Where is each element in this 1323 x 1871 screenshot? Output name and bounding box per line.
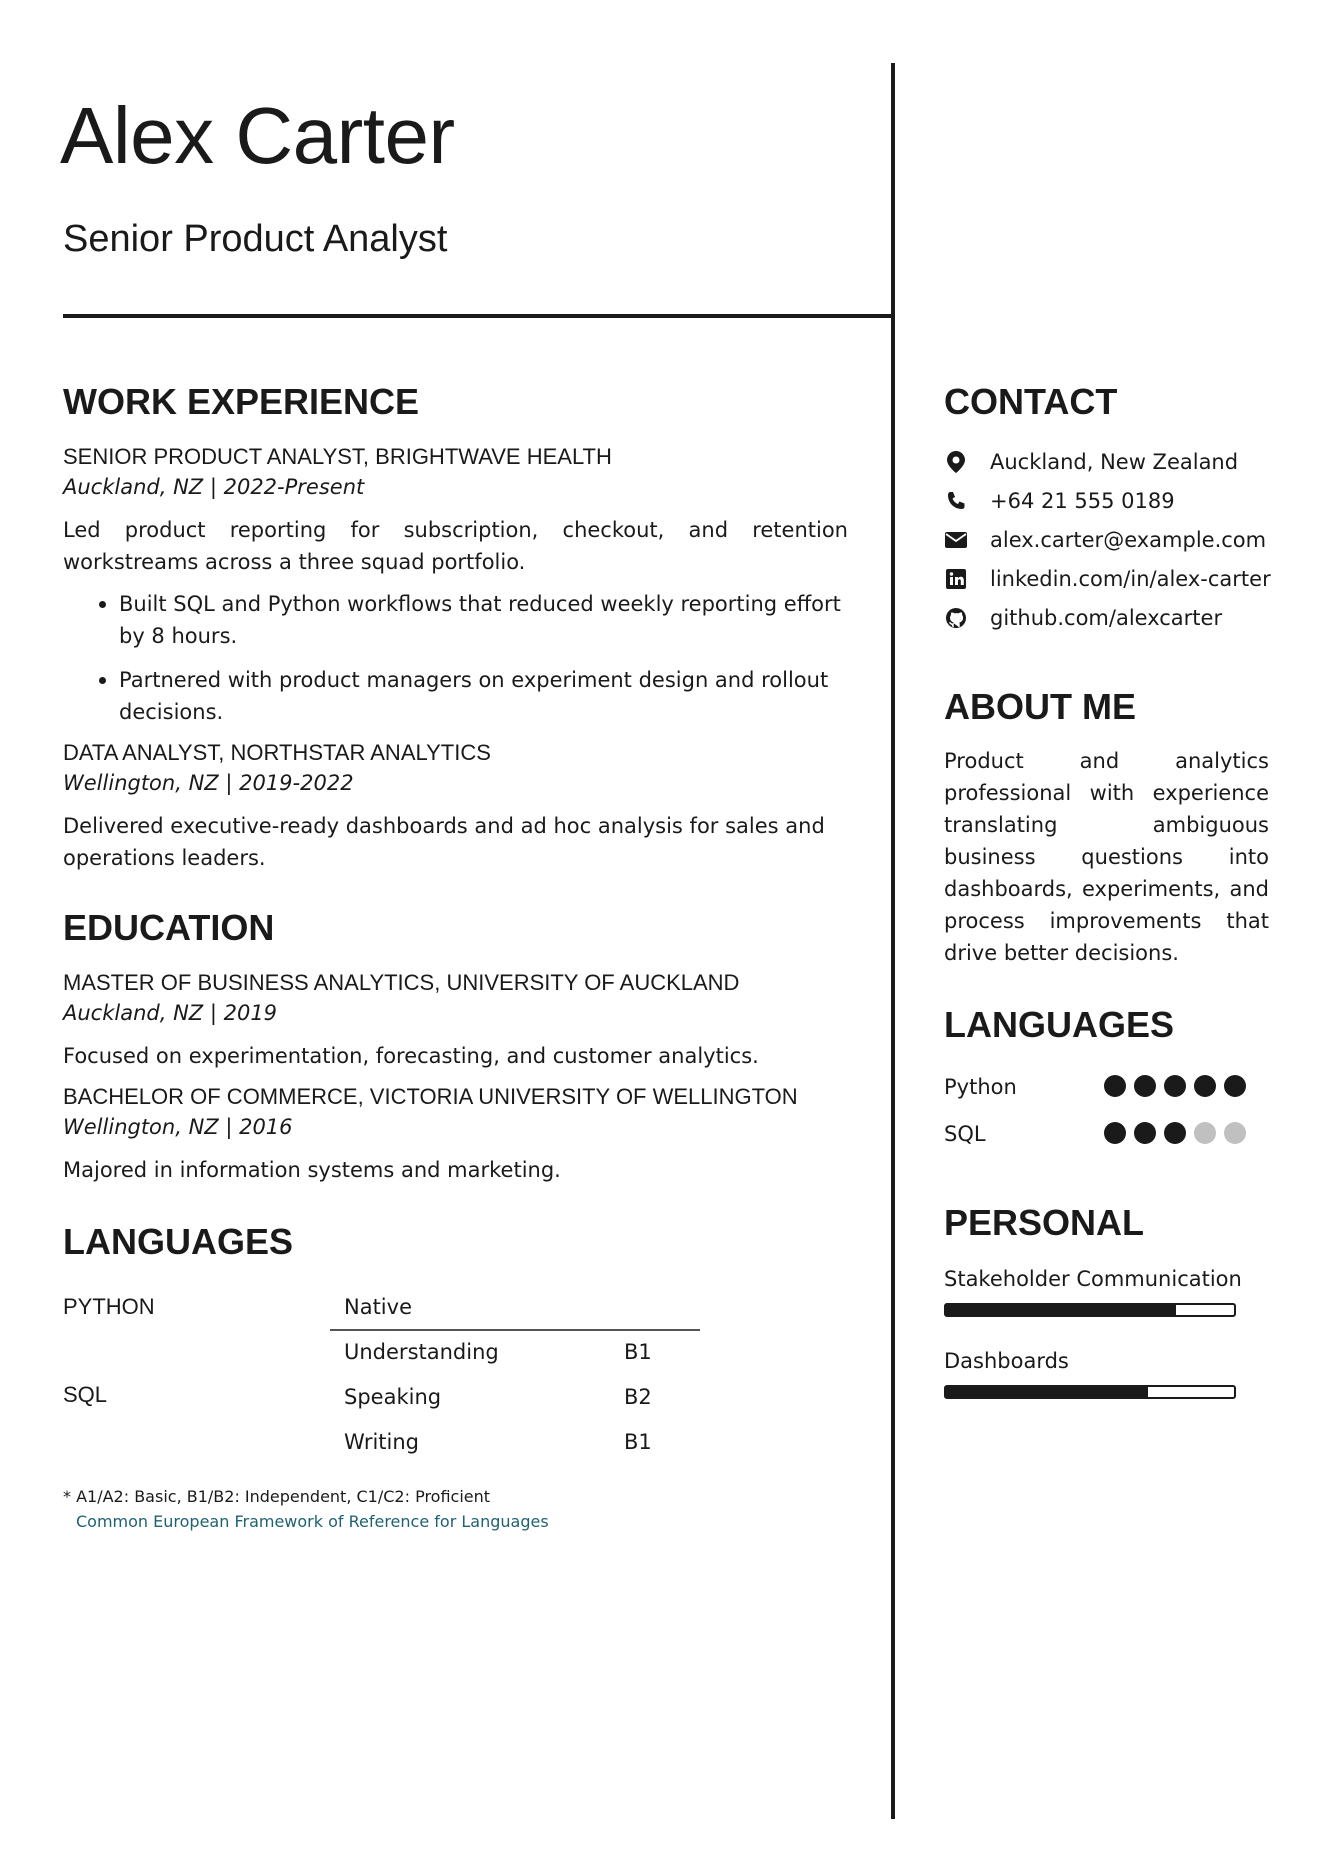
phone-icon <box>944 489 968 513</box>
job-meta: Wellington, NZ | 2019-2022 <box>63 771 354 795</box>
side-column <box>944 380 1272 1399</box>
rating-dot <box>1224 1122 1246 1144</box>
job-meta: Auckland, NZ | 2022-Present <box>63 475 365 499</box>
degree-title: BACHELOR OF COMMERCE, VICTORIA UNIVERSITY OF WELLINGTON <box>63 1084 798 1109</box>
personal-heading: PERSONAL <box>944 1202 1145 1243</box>
personal-skills <box>944 1263 1272 1399</box>
job-entry <box>63 738 848 874</box>
language-rating-row <box>944 1071 1272 1118</box>
skill-level: B2 <box>624 1385 652 1409</box>
contact-text: Auckland, New Zealand <box>990 449 1239 474</box>
table-divider <box>330 1329 700 1331</box>
envelope-icon <box>944 528 968 552</box>
job-title: DATA ANALYST, NORTHSTAR ANALYTICS <box>63 740 491 765</box>
language-ratings <box>944 1071 1272 1165</box>
skill-name: Dashboards <box>944 1349 1069 1373</box>
language-level: Native <box>344 1295 412 1319</box>
job-summary: Led product reporting for subscription, checkout, and retention workstreams across a three squad portfolio. <box>63 518 848 574</box>
rating-dots <box>1104 1122 1246 1144</box>
main-column <box>63 380 848 1534</box>
contact-text: alex.carter@example.com <box>990 527 1267 552</box>
skill-bar-fill <box>946 1387 1148 1397</box>
contact-phone[interactable] <box>944 481 1272 520</box>
language-name: PYTHON <box>63 1294 155 1319</box>
skill-name: Speaking <box>344 1385 442 1409</box>
skill-name: Writing <box>344 1430 419 1454</box>
header-divider <box>63 314 891 318</box>
rating-dot <box>1164 1122 1186 1144</box>
rating-dot <box>1194 1075 1216 1097</box>
degree-title: MASTER OF BUSINESS ANALYTICS, UNIVERSITY OF AUCKLAND <box>63 970 740 995</box>
education-entry <box>63 1082 848 1186</box>
degree-meta: Wellington, NZ | 2016 <box>63 1115 293 1139</box>
rating-dot <box>1164 1075 1186 1097</box>
contact-list <box>944 442 1272 637</box>
map-pin-icon <box>944 450 968 474</box>
contact-location <box>944 442 1272 481</box>
contact-text: github.com/alexcarter <box>990 605 1223 630</box>
resume-title: Senior Product Analyst <box>63 218 448 260</box>
work-experience-heading: WORK EXPERIENCE <box>63 381 420 422</box>
rating-dot <box>1194 1122 1216 1144</box>
skill-bar-row <box>944 1263 1272 1317</box>
skill-level: B1 <box>624 1430 652 1454</box>
skill-bar-row <box>944 1345 1272 1399</box>
language-rating-row <box>944 1118 1272 1165</box>
rating-dot <box>1224 1075 1246 1097</box>
column-divider <box>891 63 895 1819</box>
rating-dots <box>1104 1075 1246 1097</box>
job-summary: Delivered executive-ready dashboards and ad hoc analysis for sales and operations leaders. <box>63 814 825 870</box>
contact-heading: CONTACT <box>944 381 1118 422</box>
linkedin-icon <box>944 567 968 591</box>
skill-name: Understanding <box>344 1340 499 1364</box>
contact-text: linkedin.com/in/alex-carter <box>990 566 1271 591</box>
cefr-link[interactable]: Common European Framework of Reference for Languages <box>76 1512 549 1531</box>
cefr-footnote: * A1/A2: Basic, B1/B2: Independent, C1/C2: Proficient <box>63 1487 491 1506</box>
education-entry <box>63 968 848 1072</box>
job-title: SENIOR PRODUCT ANALYST, BRIGHTWAVE HEALTH <box>63 444 612 469</box>
language-name: SQL <box>63 1382 108 1407</box>
resume-name: Alex Carter <box>60 91 455 180</box>
language-name: Python <box>944 1075 1017 1099</box>
job-bullets <box>63 588 848 728</box>
github-icon <box>944 606 968 630</box>
rating-dot <box>1104 1075 1126 1097</box>
contact-email[interactable] <box>944 520 1272 559</box>
degree-summary: Majored in information systems and marketing. <box>63 1158 561 1182</box>
skill-bar-fill <box>946 1305 1176 1315</box>
languages-heading: LANGUAGES <box>63 1221 294 1262</box>
side-languages-heading: LANGUAGES <box>944 1004 1175 1045</box>
bullet-item: Partnered with product managers on experiment design and rollout decisions. <box>119 664 848 728</box>
about-heading: ABOUT ME <box>944 686 1136 727</box>
contact-text: +64 21 555 0189 <box>990 488 1175 513</box>
about-text: Product and analytics professional with experience translating ambiguous business questions into dashboards, experiments, and process improvements that drive better decisions. <box>944 749 1269 965</box>
language-name: SQL <box>944 1122 986 1146</box>
skill-name: Stakeholder Communication <box>944 1267 1242 1291</box>
job-entry <box>63 442 848 728</box>
bullet-item: Built SQL and Python workflows that reduced weekly reporting effort by 8 hours. <box>119 588 848 652</box>
degree-summary: Focused on experimentation, forecasting, and customer analytics. <box>63 1044 759 1068</box>
skill-level: B1 <box>624 1340 652 1364</box>
rating-dot <box>1134 1122 1156 1144</box>
education-heading: EDUCATION <box>63 907 275 948</box>
skill-bar <box>944 1385 1236 1399</box>
contact-linkedin[interactable] <box>944 559 1272 598</box>
contact-github[interactable] <box>944 598 1272 637</box>
language-table <box>63 1286 848 1486</box>
skill-bar <box>944 1303 1236 1317</box>
rating-dot <box>1134 1075 1156 1097</box>
rating-dot <box>1104 1122 1126 1144</box>
degree-meta: Auckland, NZ | 2019 <box>63 1001 278 1025</box>
